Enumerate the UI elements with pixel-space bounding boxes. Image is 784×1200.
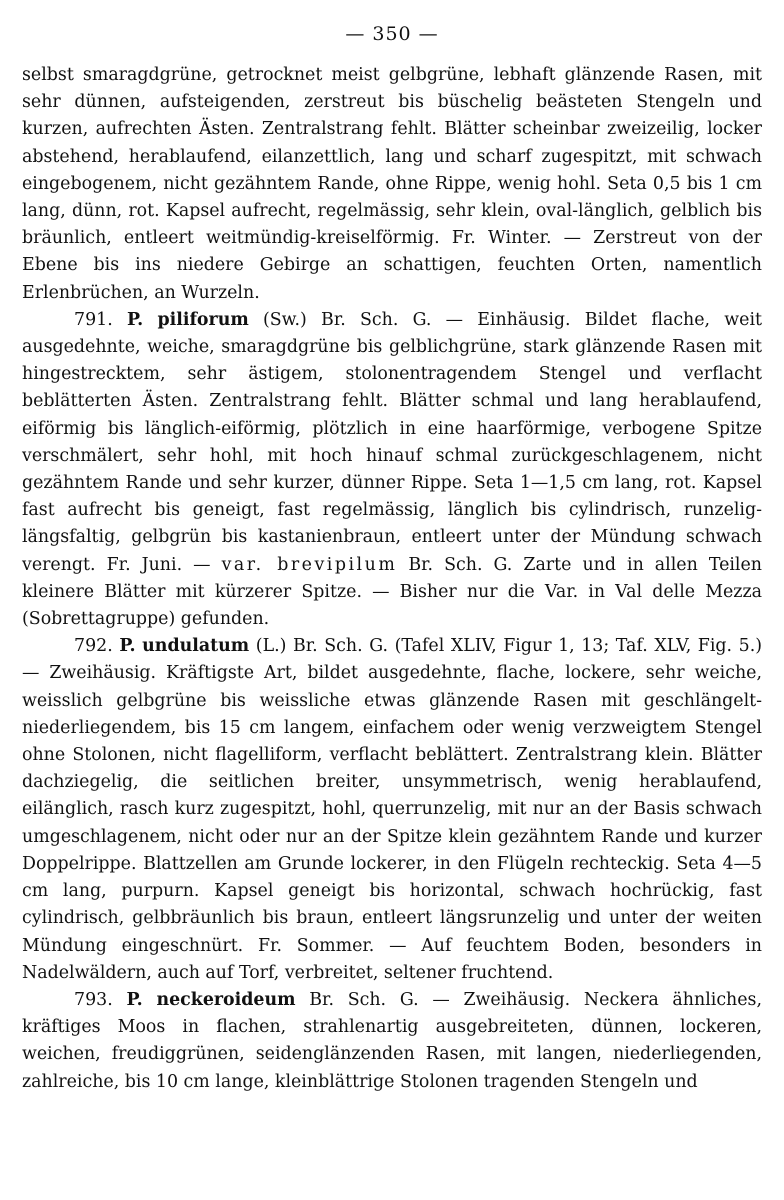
entry-text: Br. Sch. G. — Zweihäusig. Neckera ähnliches, kräftiges Moos in flachen, strahlenartig ausgebreiteten, dünnen, lockeren, weichen, freudiggrünen, seidenglänzenden Rasen, mit langen, niederliegenden, zahlreiche, bis 10 cm lange, kleinblättrige Stolonen tragenden Stengeln und — [22, 989, 762, 1092]
species-genus: P. — [119, 636, 136, 657]
entry-text: (Sw.) Br. Sch. G. — Einhäusig. Bildet flache, weit ausgedehnte, weiche, smaragdgrüne bis gelblichgrüne, stark glänzende Rasen mit hingestrecktem, sehr ästigem, stolonentragendem Stengel und verflacht beblätterten Ästen. Zentralstrang fehlt. Blätter schmal und lang herablaufend, eiförmig bis länglich-eiförmig, plötzlich in eine haarförmige, verbogene Spitze verschmälert, sehr hohl, mit hoch hinauf schmal zurückgeschlagenem, nicht gezähntem Rande und sehr kurzer, dünner Rippe. Seta 1—1,5 cm lang, rot. Kapsel fast aufrecht bis geneigt, fast regelmässig, länglich bis cylindrisch, runzelig-längsfaltig, gelbgrün bis kastanienbraun, entleert unter der Mündung schwach verengt. Fr. Juni. — — [22, 309, 763, 575]
species-entry-792 — [22, 633, 762, 987]
entry-number: 791. — [74, 309, 113, 330]
intro-paragraph: selbst smaragdgrüne, getrocknet meist gelbgrüne, lebhaft glänzende Rasen, mit sehr dünnen, aufsteigenden, zerstreut bis büschelig beästeten Stengeln und kurzen, aufrechten Ästen. Zentralstrang fehlt. Blätter scheinbar zweizeilig, locker abstehend, herablaufend, eilanzettlich, lang und scharf zugespitzt, mit schwach eingebogenem, nicht gezähntem Rande, ohne Rippe, wenig hohl. Seta 0,5 bis 1 cm lang, dünn, rot. Kapsel aufrecht, regelmässig, sehr klein, oval-länglich, gelblich bis bräunlich, entleert weitmündig-kreiselförmig. Fr. Winter. — Zerstreut von der Ebene bis ins niedere Gebirge an schattigen, feuchten Orten, namentlich Erlenbrüchen, an Wurzeln. — [22, 65, 762, 303]
species-entry-791 — [22, 307, 762, 633]
entry-number: 793. — [74, 989, 113, 1010]
entry-number: 792. — [74, 636, 113, 657]
body-text — [22, 62, 762, 1096]
species-epithet: undulatum — [142, 636, 250, 657]
species-entry-793 — [22, 987, 762, 1096]
species-genus: P. — [126, 309, 144, 330]
document-page — [22, 14, 762, 1096]
page-number: — 350 — — [345, 23, 439, 45]
species-epithet: piliforum — [157, 309, 249, 330]
entry-text: (L.) Br. Sch. G. (Tafel XLIV, Figur 1, 13; Taf. XLV, Fig. 5.) — Zweihäusig. Kräftigste Art, bildet ausgedehnte, flache, lockere, sehr weiche, weisslich gelbgrüne bis weissliche etwas glänzende Rasen mit geschlängelt-niederliegendem, bis 15 cm langem, einfachem oder wenig verzweigtem Stengel ohne Stolonen, nicht flagelliform, verflacht beblättert. Zentralstrang klein. Blätter dachziegelig, die seitlichen breiter, unsymmetrisch, wenig herablaufend, eilänglich, rasch kurz zugespitzt, hohl, querrunzelig, mit nur an der Basis schwach umgeschlagenem, nicht oder nur an der Spitze klein gezähntem Rande und kurzer Doppelrippe. Blattzellen am Grunde lockerer, in den Flügeln rechteckig. Seta 4—5 cm lang, purpurn. Kapsel geneigt bis horizontal, schwach hochrückig, fast cylindrisch, gelbbräunlich bis braun, entleert längsrunzelig und unter der weiten Mündung eingeschnürt. Fr. Sommer. — Auf feuchtem Boden, besonders in Nadelwäldern, auch auf Torf, verbreitet, seltener fruchtend. — [22, 636, 763, 983]
variety-label: var. brevipilum — [221, 554, 398, 575]
species-epithet: neckeroideum — [156, 989, 296, 1010]
species-genus: P. — [126, 989, 143, 1010]
entry-text-continued: Br. Sch. G. Zarte und in allen Teilen kleinere Blätter mit kürzerer Spitze. — Bisher nur die Var. in Val delle Mezza (Sobrettagruppe) gefunden. — [22, 554, 762, 630]
